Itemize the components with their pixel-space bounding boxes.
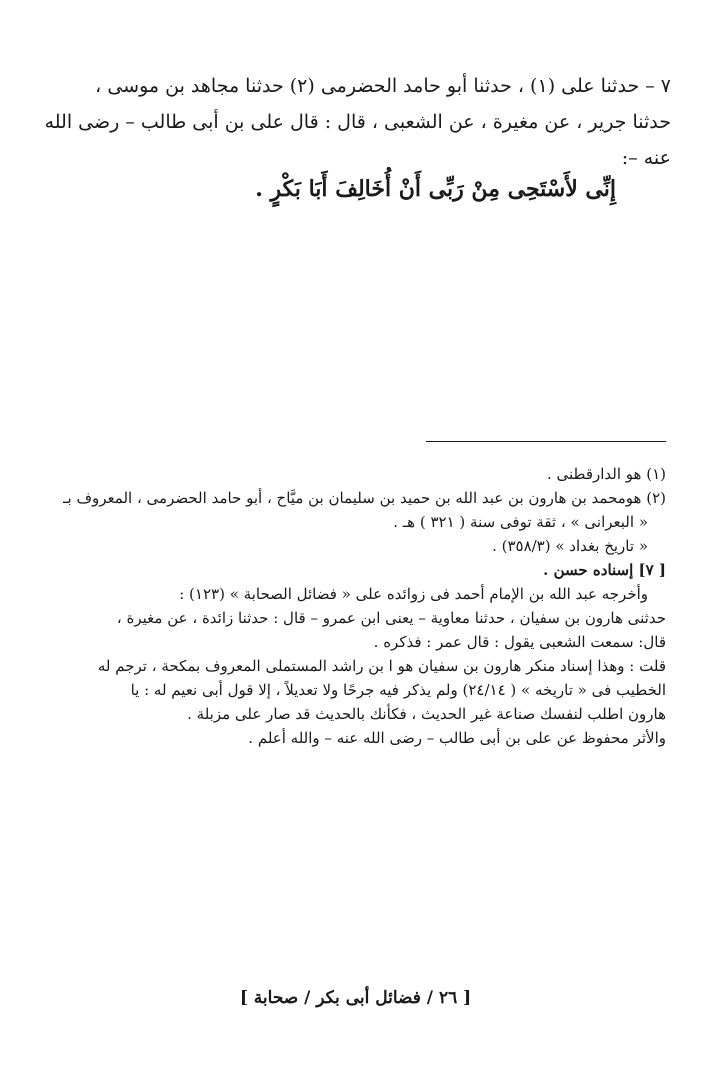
conclusion-line: والأثر محفوظ عن على بن أبى طالب – رضى الله عنه – والله أعلم . bbox=[248, 729, 666, 747]
hadith-line-2: حدثنا جرير ، عن مغيرة ، عن الشعبى ، قال : قال على بن أبى طالب – رضى الله bbox=[44, 111, 671, 133]
hadith-quote: إِنِّى لأَسْتَحِى مِنْ رَبِّى أَنْ أُخَالِفَ أَبَا بَكْرٍ . bbox=[255, 176, 616, 202]
takhrij-line-3: قال: سمعت الشعبى يقول : قال عمر : فذكره . bbox=[373, 633, 666, 651]
hadith-line-3: عنه –: bbox=[621, 147, 671, 169]
takhrij-line-1: وأخرجه عبد الله بن الإمام أحمد فى زوائده على « فضائل الصحابة » (١٢٣) : bbox=[179, 585, 648, 603]
hadith-line-1: ٧ – حدثنا على (١) ، حدثنا أبو حامد الحضرمى (٢) حدثنا مجاهد بن موسى ، bbox=[95, 75, 671, 97]
footnote-2-line-3: « تاريخ بغداد » (٣٥٨/٣) . bbox=[492, 537, 648, 555]
footnote-2-line-2: « البعرانى » ، ثقة توفى سنة ( ٣٢١ ) هـ . bbox=[393, 513, 648, 531]
grade-heading: [ ٧] إسناده حسن . bbox=[543, 561, 666, 579]
comment-line-1: قلت : وهذا إسناد منكر هارون بن سفيان هو ا بن راشد المستملى المعروف بمكحة ، ترجم له bbox=[97, 657, 666, 675]
footnote-divider bbox=[426, 441, 666, 442]
footnote-2-line-1: (٢) هومحمد بن هارون بن عبد الله بن حميد بن سليمان بن ميَّاح ، أبو حامد الحضرمى ، المعروف بـ bbox=[63, 489, 666, 507]
footnotes bbox=[40, 462, 666, 750]
takhrij-line-2: حدثنى هارون بن سفيان ، حدثنا معاوية – يعنى ابن عمرو – قال : حدثنا زائدة ، عن مغيرة ، bbox=[116, 609, 666, 627]
hadith-text bbox=[40, 68, 671, 176]
comment-line-2: الخطيب فى « تاريخه » ( ٢٤/١٤) ولم يذكر فيه جرحًا ولا تعديلاً ، إلا قول أبى نعيم له : يا bbox=[130, 681, 666, 699]
comment-line-3: هارون اطلب لنفسك صناعة غير الحديث ، فكأنك بالحديث قد صار على مزبلة . bbox=[187, 705, 666, 723]
footnote-1: (١) هو الدارقطنى . bbox=[546, 465, 666, 483]
page-footer: [ ٢٦ / فضائل أبى بكر / صحابة ] bbox=[239, 988, 472, 1008]
